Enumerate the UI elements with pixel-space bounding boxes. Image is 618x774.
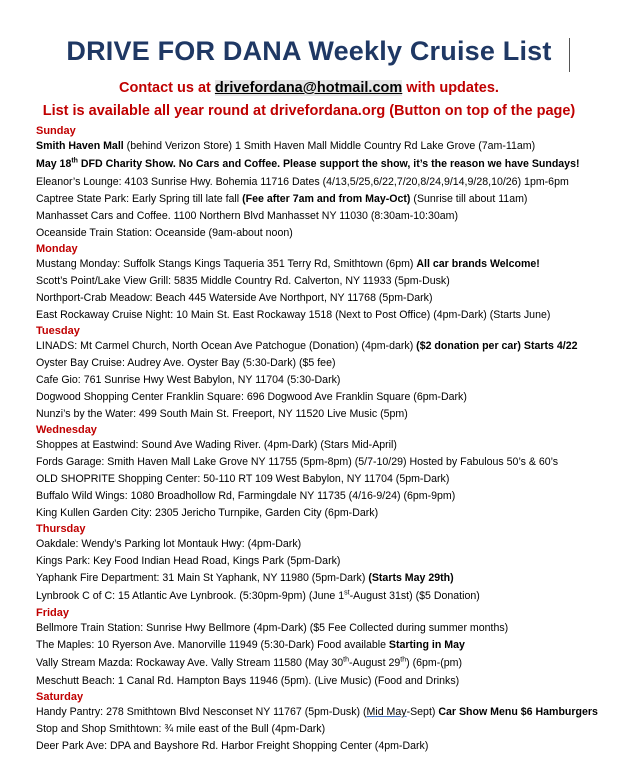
day-heading-tuesday: Tuesday (36, 325, 80, 337)
cruise-entry (36, 290, 614, 307)
entry-text: Cafe Gio: 761 Sunrise Hwy West Babylon, NY 11704 (5:30-Dark) (36, 374, 341, 386)
page-title: DRIVE FOR DANA Weekly Cruise List (66, 36, 552, 66)
entry-text: Manhasset Cars and Coffee. 1100 Northern Blvd Manhasset NY 11030 (8:30am-10:30am) (36, 210, 459, 222)
cruise-entry (36, 191, 614, 208)
entry-text: -August 31st) ($5 Donation) (349, 590, 480, 602)
contact-suffix: with updates. (402, 80, 499, 96)
cruise-entry (36, 174, 614, 191)
entry-text: Yaphank Fire Department: 31 Main St Yaphank, NY 11980 (5pm-Dark) (36, 572, 369, 584)
entry-text: Stop and Shop Smithtown: ¾ mile east of the Bull (4pm-Dark) (36, 723, 326, 735)
cruise-entry (36, 406, 614, 423)
cruise-entry (36, 138, 614, 155)
cruise-entry (36, 225, 614, 242)
entry-text: st (344, 589, 350, 597)
day-heading-thursday: Thursday (36, 523, 86, 535)
entry-text: DFD Charity Show. No Cars and Coffee. Please support the show, it’s the reason we have Sundays! (77, 158, 580, 170)
contact-prefix: Contact us at (119, 80, 215, 96)
entry-text: (behind Verizon Store) 1 Smith Haven Mall Middle Country Rd Lake Grove (7am-11am) (126, 140, 536, 152)
entry-text: Smith Haven Mall (36, 140, 127, 152)
cruise-entry (36, 155, 614, 174)
entry-text: Oceanside Train Station: Oceanside (9am-about noon) (36, 227, 293, 239)
entry-text: Northport-Crab Meadow: Beach 445 Waterside Ave Northport, NY 11768 (5pm-Dark) (36, 292, 433, 304)
cruise-schedule (36, 124, 614, 755)
entry-text: th (400, 656, 407, 664)
entry-text: (Sunrise till about 11am) (410, 193, 528, 205)
entry-text: ) (6pm-(pm) (406, 657, 463, 669)
contact-line (0, 80, 618, 96)
day-heading-monday: Monday (36, 243, 78, 255)
contact-email-link[interactable]: drivefordana@hotmail.com (214, 80, 403, 96)
entry-text: OLD SHOPRITE Shopping Center: 50-110 RT 109 West Babylon, NY 11704 (5pm-Dark) (36, 473, 450, 485)
entry-text: ($2 donation per car) Starts 4/22 (416, 340, 578, 352)
entry-text: Lynbrook C of C: 15 Atlantic Ave Lynbrook. (5:30pm-9pm) (June 1 (36, 590, 345, 602)
entry-text: Deer Park Ave: DPA and Bayshore Rd. Harbor Freight Shopping Center (4pm-Dark) (36, 740, 429, 752)
entry-text: Handy Pantry: 278 Smithtown Blvd Nesconset NY 11767 (5pm-Dusk) ( (36, 706, 367, 718)
entry-text: Shoppes at Eastwind: Sound Ave Wading River. (4pm-Dark) (Stars Mid-April) (36, 439, 397, 451)
day-heading-saturday: Saturday (36, 691, 84, 703)
cruise-entry (36, 553, 614, 570)
entry-text: Buffalo Wild Wings: 1080 Broadhollow Rd, Farmingdale NY 11735 (4/16-9/24) (6pm-9pm) (36, 490, 456, 502)
entry-text: Eleanor’s Lounge: 4103 Sunrise Hwy. Bohemia 11716 Dates (4/13,5/25,6/22,7/20,8/24,9/14,9/28,10/26) 1pm-6pm (36, 176, 569, 188)
cruise-entry (36, 721, 614, 738)
availability-note: List is available all year round at drivefordana.org (Button on top of the page) (42, 103, 576, 119)
cruise-entry (36, 454, 614, 471)
cruise-entry (36, 570, 614, 587)
entry-text: (Starts May 29th) (368, 572, 454, 584)
entry-text: Nunzi’s by the Water: 499 South Main St. Freeport, NY 11520 Live Music (5pm) (36, 408, 408, 420)
cruise-entry (36, 738, 614, 755)
cruise-entry (36, 536, 614, 553)
day-heading-sunday: Sunday (36, 125, 76, 137)
cruise-entry (36, 389, 614, 406)
entry-text: Oakdale: Wendy’s Parking lot Montauk Hwy: (4pm-Dark) (36, 538, 302, 550)
entry-text: Starting in May (388, 639, 465, 651)
entry-text: Mustang Monday: Suffolk Stangs Kings Taqueria 351 Terry Rd, Smithtown (6pm) (36, 258, 417, 270)
cruise-entry (36, 256, 614, 273)
entry-text: King Kullen Garden City: 2305 Jericho Turnpike, Garden City (6pm-Dark) (36, 507, 379, 519)
entry-text: East Rockaway Cruise Night: 10 Main St. East Rockaway 1518 (Next to Post Office) (4pm-Dark) (Starts June) (36, 309, 551, 321)
cruise-entry (36, 273, 614, 290)
entry-text: Dogwood Shopping Center Franklin Square: 696 Dogwood Ave Franklin Square (6pm-Dark) (36, 391, 467, 403)
entry-text: Car Show Menu $6 Hamburgers (438, 706, 598, 718)
entry-text: Captree State Park: Early Spring till late fall (36, 193, 243, 205)
cruise-entry (36, 704, 614, 721)
cruise-entry (36, 587, 614, 606)
entry-text: Scott’s Point/Lake View Grill: 5835 Middle Country Rd. Calverton, NY 11933 (5pm-Dusk) (36, 275, 450, 287)
cruise-entry (36, 338, 614, 355)
entry-text: Bellmore Train Station: Sunrise Hwy Bellmore (4pm-Dark) ($5 Fee Collected during summer months) (36, 622, 509, 634)
cruise-entry (36, 673, 614, 690)
entry-text: Oyster Bay Cruise: Audrey Ave. Oyster Bay (5:30-Dark) ($5 fee) (36, 357, 336, 369)
text-cursor (569, 38, 570, 72)
entry-text: Meschutt Beach: 1 Canal Rd. Hampton Bays 11946 (5pm). (Live Music) (Food and Drinks) (36, 675, 460, 687)
entry-text: Vally Stream Mazda: Rockaway Ave. Vally Stream 11580 (May 30 (36, 657, 344, 669)
entry-text: -Sept) (406, 706, 439, 718)
day-heading-friday: Friday (36, 607, 70, 619)
cruise-entry (36, 372, 614, 389)
entry-text: -August 29 (349, 657, 401, 669)
cruise-entry (36, 208, 614, 225)
entry-text: Fords Garage: Smith Haven Mall Lake Grove NY 11755 (5pm-8pm) (5/7-10/29) Hosted by Fabulous 50’s & 60’s (36, 456, 559, 468)
cruise-entry (36, 654, 614, 673)
entry-text: th (71, 157, 78, 165)
entry-text: LINADS: Mt Carmel Church, North Ocean Ave Patchogue (Donation) (4pm-dark) (36, 340, 417, 352)
entry-text: May 18 (36, 158, 72, 170)
entry-text: The Maples: 10 Ryerson Ave. Manorville 11949 (5:30-Dark) Food available (36, 639, 389, 651)
cruise-entry (36, 620, 614, 637)
day-heading-wednesday: Wednesday (36, 424, 97, 436)
cruise-entry (36, 505, 614, 522)
entry-text: th (343, 656, 349, 664)
entry-text: Mid May (366, 706, 407, 718)
cruise-entry (36, 471, 614, 488)
entry-text: Kings Park: Key Food Indian Head Road, Kings Park (5pm-Dark) (36, 555, 341, 567)
cruise-entry (36, 437, 614, 454)
cruise-entry (36, 307, 614, 324)
cruise-entry (36, 637, 614, 654)
entry-text: (Fee after 7am and from May-Oct) (242, 193, 411, 205)
entry-text: All car brands Welcome! (416, 258, 540, 270)
cruise-entry (36, 355, 614, 372)
cruise-entry (36, 488, 614, 505)
